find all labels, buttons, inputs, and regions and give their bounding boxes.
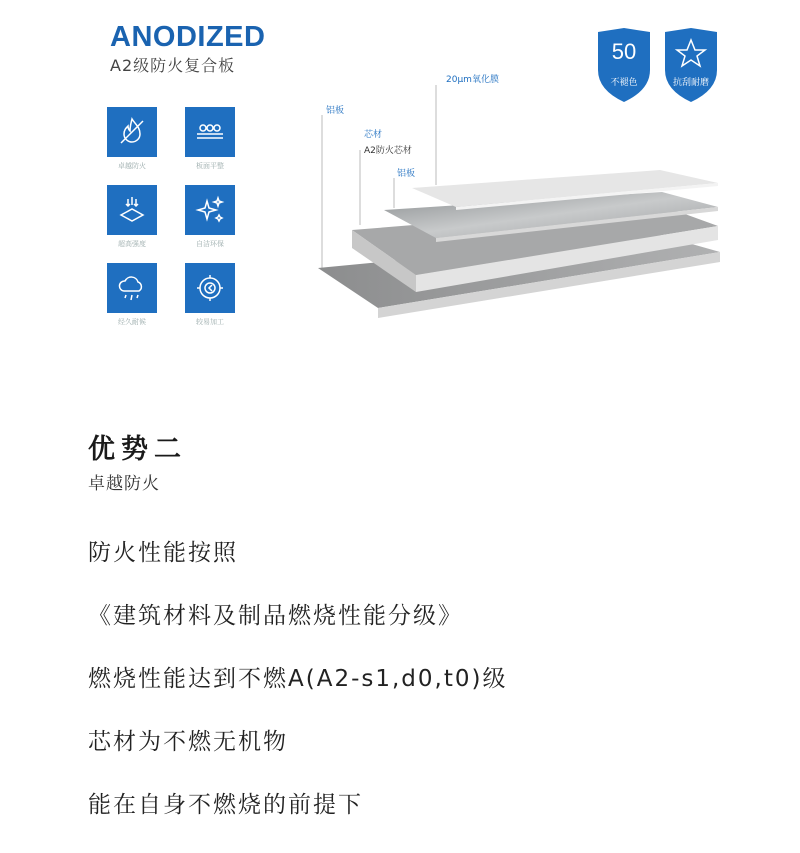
label-core: 芯材 bbox=[364, 130, 383, 140]
feature-label: 卓越防火 bbox=[118, 162, 146, 170]
body-line: 防火性能按照 bbox=[88, 540, 238, 566]
feature-label: 经久耐候 bbox=[118, 318, 146, 326]
body-text bbox=[88, 538, 507, 853]
section-subtitle: 卓越防火 bbox=[88, 474, 160, 494]
feature-label: 超高强度 bbox=[118, 240, 146, 248]
body-line: 《建筑材料及制品燃烧性能分级》 bbox=[88, 603, 463, 629]
feature-label: 自洁环保 bbox=[196, 240, 224, 248]
feature-label: 板面平整 bbox=[196, 162, 224, 170]
section-heading bbox=[88, 433, 187, 494]
layer-illustration bbox=[0, 0, 800, 400]
body-line: 燃烧性能达到不燃A(A2-s1,d0,t0)级 bbox=[88, 666, 508, 692]
feature-label: 较易加工 bbox=[196, 318, 224, 326]
badge-label: 抗刮耐磨 bbox=[672, 78, 709, 88]
body-line: 能在自身不燃烧的前提下 bbox=[88, 792, 363, 818]
brand-title: ANODIZED bbox=[110, 21, 266, 53]
label-aluminum-top: 铝板 bbox=[326, 106, 345, 116]
label-core-detail: A2防火芯材 bbox=[364, 146, 412, 156]
section-title: 优势二 bbox=[88, 434, 187, 465]
brand-subtitle: A2级防火复合板 bbox=[110, 56, 236, 75]
badge-label: 不褪色 bbox=[610, 78, 638, 88]
layer-diagram bbox=[0, 0, 800, 400]
label-oxide-film: 20μm氧化膜 bbox=[446, 75, 499, 85]
label-aluminum-bottom: 铝板 bbox=[397, 169, 416, 179]
body-line: 芯材为不燃无机物 bbox=[88, 729, 288, 755]
badge-number: 50 bbox=[611, 39, 637, 64]
